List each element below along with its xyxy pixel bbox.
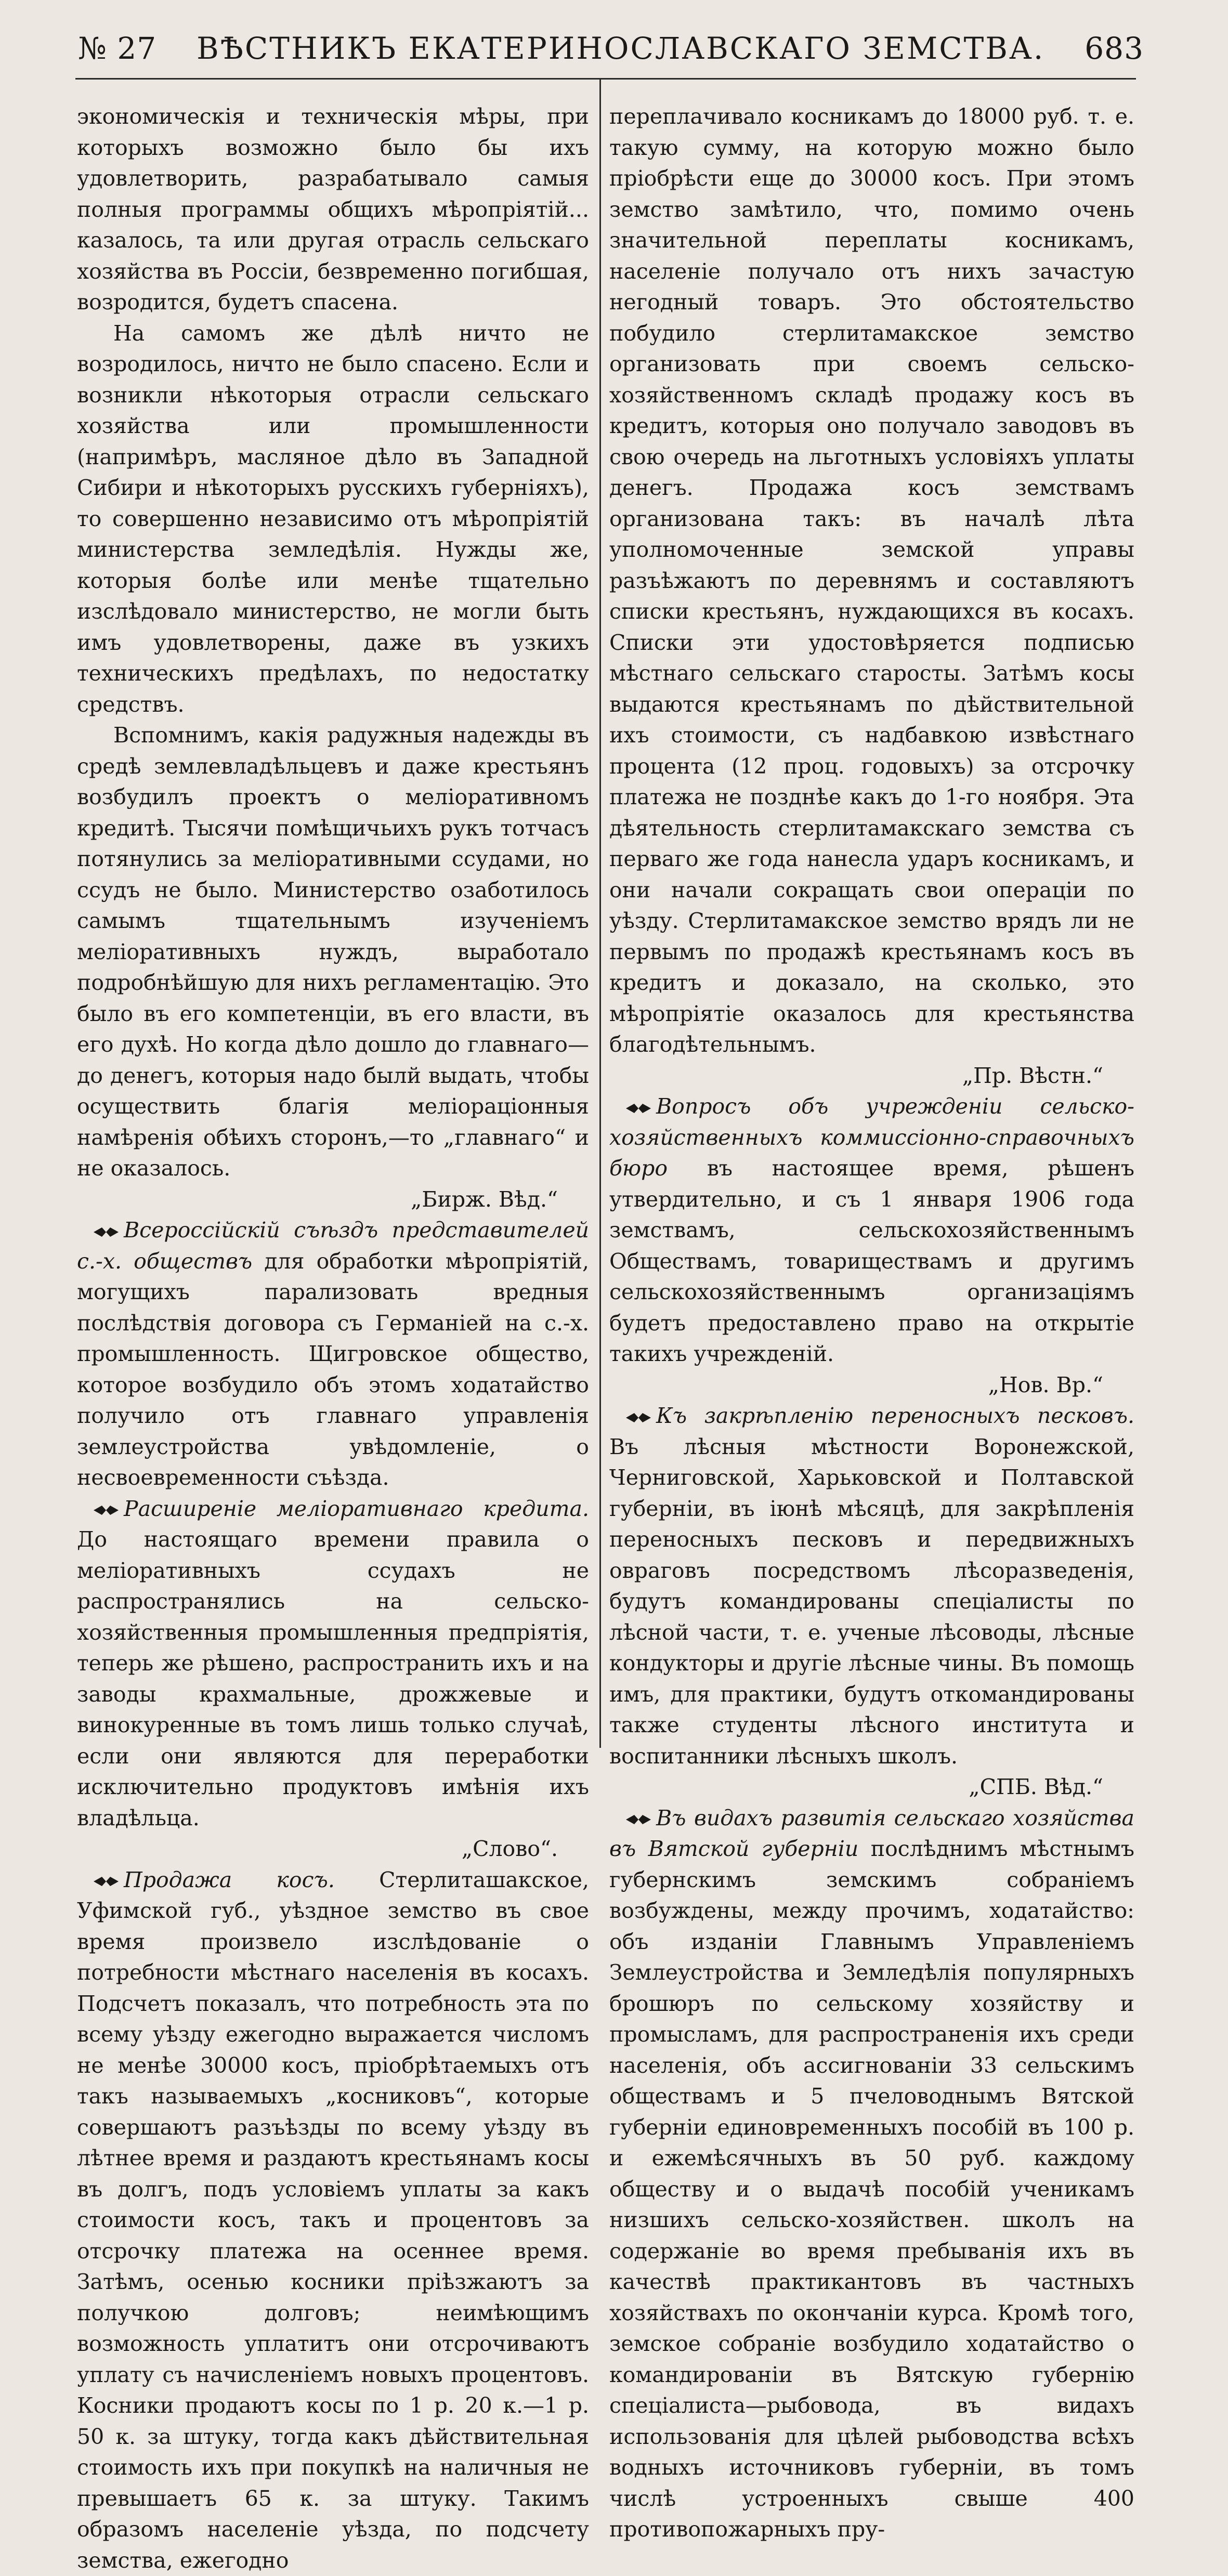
source-citation: „Бирж. Вѣд.“ [77,1184,589,1215]
item-ornament-icon [93,1865,124,1896]
paragraph-text: До настоящаго времени правила о меліоративныхъ ссудахъ не распространялись на сельско-хозяйственныя промышленныя предпріятія, теперь же рѣшено, распространить ихъ и на заводы крахмальные, дрожжевые и винокуренные въ томъ лишь только случаѣ, если они являются для переработки исключительно продуктовъ имѣнія ихъ владѣльца. [77,1527,589,1830]
right-column [609,101,1134,2545]
article-paragraph [77,720,589,1215]
news-item [609,1803,1134,2545]
header-rule [75,78,1136,80]
source-citation: „Нов. Вр.“ [609,1370,1134,1401]
item-ornament-icon [93,1494,124,1525]
item-ornament-icon [93,1215,124,1246]
paragraph-text: въ настоящее время, рѣшенъ утвердительно, и съ 1 января 1906 года земствамъ, сельскохозяйственнымъ Обществамъ, товариществамъ и другимъ сельскохозяйственнымъ организаціямъ будетъ предоставлено право на открытіе такихъ учрежденій. [609,1156,1134,1366]
left-column [77,101,589,2576]
paragraph-text: На самомъ же дѣлѣ ничто не возродилось, ничто не было спасено. Если и возникли нѣкоторыя отрасли сельскаго хозяйства или промышленности (напримѣръ, масляное дѣло въ Западной Сибири и нѣкоторыхъ русскихъ губерніяхъ), то совершенно независимо отъ мѣропріятій министерства земледѣлія. Нужды же, которыя болѣе или менѣе тщательно изслѣдовало министерство, не могли быть имъ удовлетворены, даже въ узкихъ техническихъ предѣлахъ, по недостатку средствъ. [77,321,589,717]
article-paragraph [77,318,589,721]
item-ornament-icon [625,1401,656,1432]
paragraph-text: Вспомнимъ, какія радужныя надежды въ средѣ землевладѣльцевъ и даже крестьянъ возбудилъ проектъ о меліоративномъ кредитѣ. Тысячи помѣщичьихъ рукъ тотчасъ потянулись за меліоративными ссудами, но ссудъ не было. Министерство озаботилось самымъ тщательнымъ изученіемъ меліоративныхъ нуждъ, выработало подробнѣйшую для нихъ регламентацію. Это было въ его компетенціи, въ его власти, въ его духѣ. Но когда дѣло дошло до главнаго—до денегъ, которыя надо былй выдать, чтобы осуществить благія меліораціонныя намѣренія обѣихъ сторонъ,—то „главнаго“ и не оказалось. [77,723,589,1181]
item-heading: Продажа косъ. [124,1867,335,1892]
article-paragraph [609,101,1134,1091]
news-item [609,1091,1134,1401]
source-citation: „СПБ. Вѣд.“ [609,1772,1134,1803]
source-citation: „Слово“. [77,1834,589,1865]
article-paragraph [77,101,589,318]
paragraph-text: переплачивало косникамъ до 18000 руб. т. е. такую сумму, на которую можно было пріобрѣсти еще до 30000 косъ. При этомъ земство замѣтило, что, помимо очень значительной переплаты косникамъ, населеніе получало отъ нихъ зачастую негодный товаръ. Это обстоятельство побудило стерлитамакское земство организовать при своемъ сельско-хозяйственномъ складѣ продажу косъ въ кредитъ, которыя оно получало заводовъ въ свою очередь на льготныхъ условіяхъ уплаты денегъ. Продажа косъ земствамъ организована такъ: въ началѣ лѣта уполномоченные земской управы разъѣжаютъ по деревнямъ и составляютъ списки крестьянъ, нуждающихся въ косахъ. Списки эти удостовѣряется подписью мѣстнаго сельскаго старосты. Затѣмъ косы выдаются крестьянамъ по дѣйствительной ихъ стоимости, съ надбавкою извѣстнаго процента (12 проц. годовыхъ) за отсрочку платежа не позднѣе какъ до 1-го ноября. Эта дѣятельность стерлитамакскаго земства съ перваго же года нанесла ударъ косникамъ, и они начали сокращать свои операціи по уѣзду. Стерлитамакское земство врядъ ли не первымъ по продажѣ крестьянамъ косъ въ кредитъ и доказало, на сколько, это мѣропріятіе оказалось для крестьянства благодѣтельнымъ. [609,104,1134,1057]
item-ornament-icon [625,1803,656,1834]
item-heading: Всероссійскій съѣздъ представителей с.-х. обществъ [77,1218,589,1274]
page-number: 683 [1085,31,1144,66]
journal-title: ВѢСТНИКЪ ЕКАТЕРИНОСЛАВСКАГО ЗЕМСТВА. [197,31,1044,66]
news-item [77,1865,589,2576]
news-item [77,1494,589,1865]
column-divider [599,79,601,1748]
item-heading: Въ видахъ развитія сельскаго хозяйства въ Вятской губерніи [609,1806,1134,1862]
item-heading: Къ закрѣпленію переносныхъ песковъ. [656,1403,1134,1428]
news-item [77,1215,589,1494]
paragraph-text: экономическія и техническія мѣры, при которыхъ возможно было бы ихъ удовлетворить, разрабатывало самыя полныя программы общихъ мѣропріятій... казалось, та или другая отрасль сельскаго хозяйства въ Россіи, безвременно погибшая, возродится, будетъ спасена. [77,104,589,315]
source-citation: „Пр. Вѣстн.“ [609,1061,1134,1092]
paragraph-text: для обработки мѣропріятій, могущихъ парализовать вредныя послѣдствія договора съ Германіей на с.-х. промышленность. Щигровское общество, которое возбудило объ этомъ ходатайство получило отъ главнаго управленія землеустройства увѣдомленіе, о несвоевременности съѣзда. [77,1249,589,1490]
issue-number: № 27 [78,31,156,66]
item-heading: Расширеніе меліоративнаго кредита. [124,1496,589,1521]
news-item [609,1401,1134,1803]
paragraph-text: Стерлиташакское, Уфимской губ., уѣздное земство въ свое время произвело изслѣдованіе о потребности мѣстнаго населенія въ косахъ. Подсчетъ показалъ, что потребность эта по всему уѣзду ежегодно выражается числомъ не менѣе 30000 косъ, пріобрѣтаемыхъ отъ такъ называемыхъ „косниковъ“, которые совершаютъ разъѣзды по всему уѣзду въ лѣтнее время и раздаютъ крестьянамъ косы въ долгъ, подъ условіемъ уплаты за какъ стоимости косъ, такъ и процентовъ за отсрочку платежа на осеннее время. Затѣмъ, осенью косники пріѣзжаютъ за получкою долговъ; неимѣющимъ возможность уплатитъ они отсрочиваютъ уплату съ начисленіемъ новыхъ процентовъ. Косники продаютъ косы по 1 р. 20 к.—1 р. 50 к. за штуку, тогда какъ дѣйствительная стоимость ихъ при покупкѣ на наличныя не превышаетъ 65 к. за штуку. Такимъ образомъ населеніе уѣзда, по подсчету земства, ежегодно [77,1867,589,2573]
paragraph-text: Въ лѣсныя мѣстности Воронежской, Черниговской, Харьковской и Полтавской губерніи, въ іюнѣ мѣсяцѣ, для закрѣпленія переносныхъ песковъ и передвижныхъ овраговъ посредствомъ лѣсоразведенія, будутъ командированы спеціалисты по лѣсной части, т. е. ученые лѣсоводы, лѣсные кондукторы и другіе лѣсные чины. Въ помощь имъ, для практики, будутъ откомандированы также студенты лѣсного института и воспитанники лѣсныхъ школъ. [609,1434,1134,1769]
item-ornament-icon [625,1091,656,1122]
item-heading: Вопросъ объ учрежденіи сельско-хозяйственныхъ коммиссіонно-справочныхъ бюро [609,1094,1134,1181]
page-header [78,25,1144,72]
paragraph-text: послѣднимъ мѣстнымъ губернскимъ земскимъ собраніемъ возбуждены, между прочимъ, ходатайство: объ изданіи Главнымъ Управленіемъ Землеустройства и Земледѣлія популярныхъ брошюръ по сельскому хозяйству и промысламъ, для распространенія ихъ среди населенія, объ ассигнованіи 33 сельскимъ обществамъ и 5 пчеловоднымъ Вятской губерніи единовременныхъ пособій въ 100 р. и ежемѣсячныхъ въ 50 руб. каждому обществу и о выдачѣ пособій ученикамъ низшихъ сельско-хозяйствен. школъ на содержаніе во время пребыванія ихъ въ качествѣ практикантовъ въ частныхъ хозяйствахъ по окончаніи курса. Кромѣ того, земское собраніе возбудило ходатайство о командированіи въ Вятскую губернію спеціалиста—рыбовода, въ видахъ использованія для цѣлей рыбоводства всѣхъ водныхъ источниковъ губерніи, въ томъ числѣ устроенныхъ свыше 400 противопожарныхъ пру- [609,1836,1134,2542]
